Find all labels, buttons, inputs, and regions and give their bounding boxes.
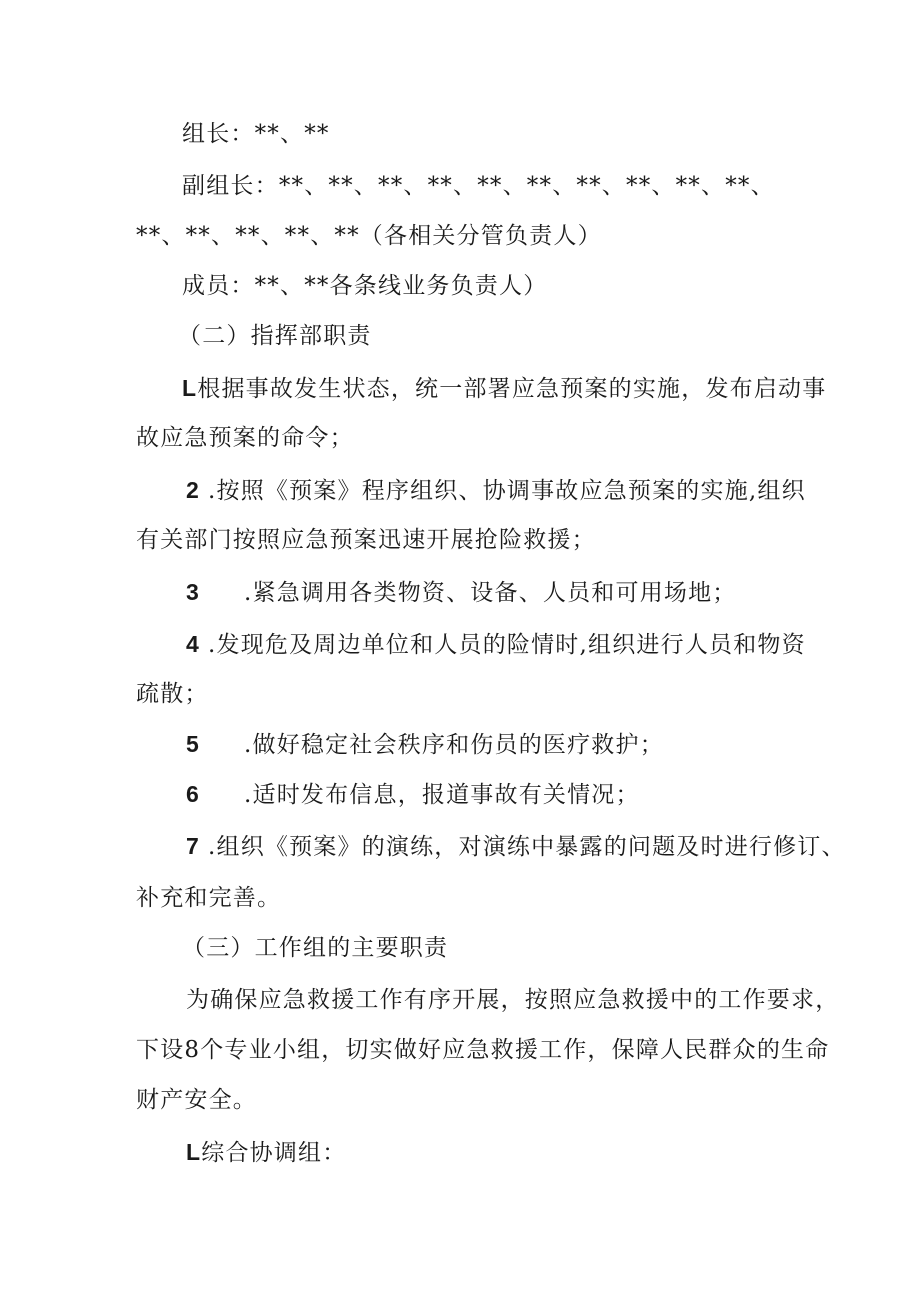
list-item-7-text-1: .组织《预案》的演练，对演练中暴露的问题及时进行修订、 bbox=[208, 834, 846, 860]
list-item-4-line-2: 疏散； bbox=[136, 681, 209, 707]
deputy-line-2 bbox=[136, 220, 602, 252]
list-item-6-text-1: .适时发布信息，报道事故有关情况； bbox=[244, 782, 640, 808]
list-item-5-text-1: .做好稳定社会秩序和伤员的医疗救护； bbox=[244, 732, 664, 758]
list-item-2-text-1: .按照《预案》程序组织、协调事故应急预案的实施,组织 bbox=[208, 478, 806, 504]
list-item-7-line-2: 补充和完善。 bbox=[136, 885, 282, 911]
section3-intro-line-1: 为确保应急救援工作有序开展，按照应急救援中的工作要求， bbox=[186, 987, 840, 1013]
list-item-1-text-1: 根据事故发生状态，统一部署应急预案的实施，发布启动事 bbox=[197, 376, 827, 402]
list-item-6-number: 6 bbox=[186, 781, 200, 807]
list-item-4-number: 4 bbox=[186, 631, 200, 657]
list-item-5-number: 5 bbox=[186, 731, 200, 757]
list-item-1-number: L bbox=[182, 375, 198, 401]
members-label: 成员： bbox=[182, 273, 255, 299]
leader-label: 组长： bbox=[182, 121, 255, 147]
list-item-6-line-1 bbox=[186, 778, 640, 811]
list-item-5-line-1 bbox=[186, 728, 664, 761]
list-item-3-number: 3 bbox=[186, 579, 200, 605]
list-item-4-text-1: .发现危及周边单位和人员的险情时,组织进行人员和物资 bbox=[208, 632, 806, 658]
list-item-7-number: 7 bbox=[186, 833, 200, 859]
leader-value: **、** bbox=[254, 121, 330, 147]
section2-heading: （二）指挥部职责 bbox=[178, 323, 372, 349]
deputy-label: 副组长： bbox=[182, 173, 279, 199]
members-value: **、**各条线业务负责人） bbox=[254, 273, 548, 299]
deputy-value-1: **、**、**、**、**、**、**、**、**、**、 bbox=[278, 173, 775, 199]
list-item-1-line-1 bbox=[182, 372, 826, 405]
deputy-value-2: **、**、**、**、**（各相关分管负责人） bbox=[136, 223, 602, 249]
section3-intro-line-2: 下设8个专业小组，切实做好应急救援工作，保障人民群众的生命 bbox=[136, 1037, 830, 1063]
members-line bbox=[182, 270, 547, 302]
list-item-2-line-2: 有关部门按照应急预案迅速开展抢险救援； bbox=[136, 527, 596, 553]
list-item-2-line-1 bbox=[186, 474, 806, 507]
first-group-number: L bbox=[186, 1139, 202, 1165]
leader-line bbox=[182, 118, 330, 150]
section3-intro-line-3: 财产安全。 bbox=[136, 1087, 257, 1113]
section3-heading: （三）工作组的主要职责 bbox=[182, 935, 449, 961]
deputy-line-1 bbox=[182, 170, 775, 202]
list-item-3-text-1: .紧急调用各类物资、设备、人员和可用场地； bbox=[244, 580, 737, 606]
first-group-line bbox=[186, 1136, 346, 1169]
list-item-2-number: 2 bbox=[186, 477, 200, 503]
list-item-7-line-1 bbox=[186, 830, 846, 863]
list-item-3-line-1 bbox=[186, 576, 737, 609]
list-item-1-line-2: 故应急预案的命令； bbox=[136, 425, 354, 451]
list-item-4-line-1 bbox=[186, 628, 806, 661]
first-group-text: 综合协调组： bbox=[201, 1140, 347, 1166]
